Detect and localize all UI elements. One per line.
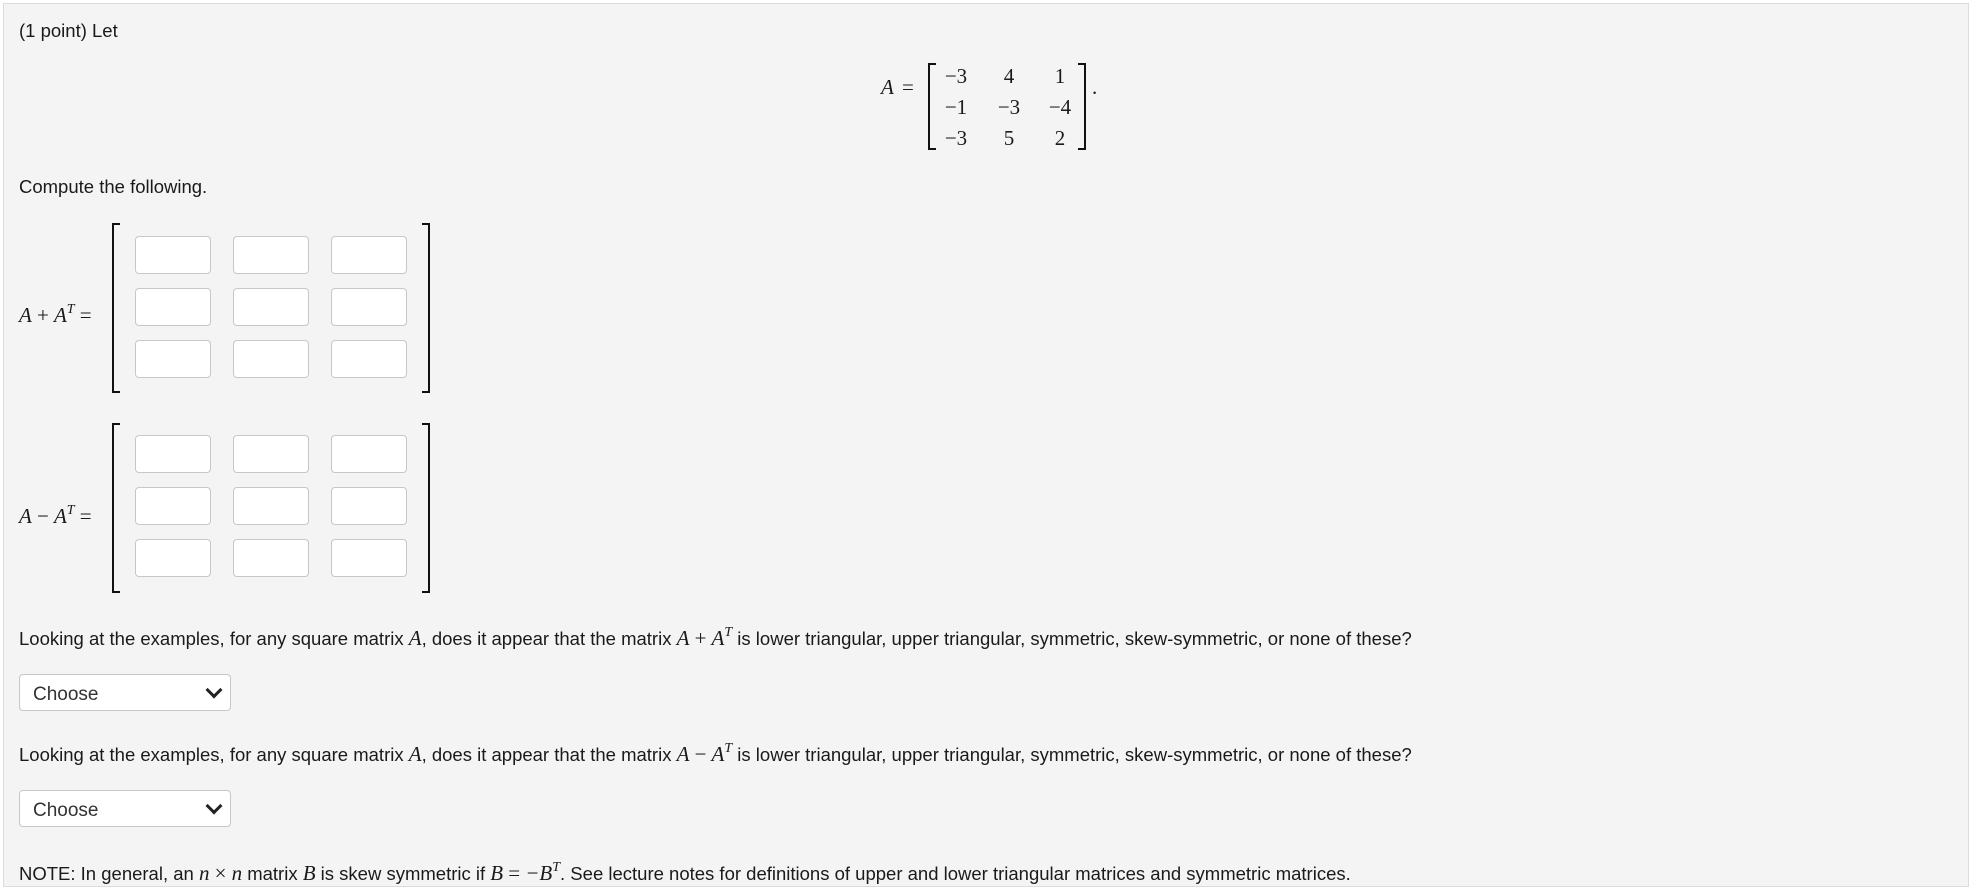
answer-right-bracket — [422, 223, 430, 393]
math-var: A — [408, 742, 422, 767]
lhs-var: A — [19, 303, 32, 328]
math-operator: − — [694, 742, 707, 767]
transpose-superscript: T — [66, 302, 75, 317]
question-1-text — [19, 624, 1412, 650]
diff-entry-r3c3[interactable] — [331, 539, 407, 577]
question-2-select[interactable] — [19, 790, 231, 827]
diff-matrix-lhs — [19, 502, 92, 528]
transpose-superscript: T — [724, 625, 733, 640]
question-text: is lower triangular, upper triangular, symmetric, skew-symmetric, or none of these? — [732, 744, 1412, 766]
matrix-cell: −3 — [944, 126, 968, 150]
matrix-cell: −3 — [944, 64, 968, 88]
lhs-var: A — [53, 504, 67, 529]
problem-intro: (1 point) Let — [19, 20, 118, 41]
lhs-equals: = — [79, 303, 92, 328]
diff-entry-r1c3[interactable] — [331, 435, 407, 473]
transpose-superscript: T — [724, 741, 733, 756]
sum-entry-r2c3[interactable] — [331, 288, 407, 326]
sum-entry-r2c1[interactable] — [135, 288, 211, 326]
sum-entry-r1c3[interactable] — [331, 236, 407, 274]
matrix-cell: −3 — [997, 95, 1021, 119]
matrix-cell: −1 — [944, 95, 968, 119]
math-operator: + — [694, 626, 707, 651]
note-text — [19, 859, 1351, 885]
lhs-operator: + — [36, 303, 49, 328]
answer-left-bracket — [112, 423, 120, 593]
answer-left-bracket — [112, 223, 120, 393]
sum-entry-r2c2[interactable] — [233, 288, 309, 326]
diff-entry-r1c1[interactable] — [135, 435, 211, 473]
diff-entry-r3c1[interactable] — [135, 539, 211, 577]
matrix-equals: = — [902, 75, 914, 99]
math-operator: × — [214, 861, 227, 886]
transpose-superscript: T — [552, 860, 561, 875]
math-var: A — [676, 742, 690, 767]
answer-right-bracket — [422, 423, 430, 593]
problem-panel — [3, 3, 1969, 887]
math-var: B — [302, 861, 316, 886]
note-fragment: is skew symmetric if — [315, 863, 491, 885]
math-var: A — [711, 626, 725, 651]
math-var: −B — [525, 861, 553, 886]
lhs-operator: − — [36, 504, 49, 529]
question-text: , does it appear that the matrix — [421, 628, 677, 650]
lhs-equals: = — [79, 504, 92, 529]
math-var: B — [490, 861, 504, 886]
lhs-var: A — [19, 504, 32, 529]
question-text: is lower triangular, upper triangular, symmetric, skew-symmetric, or none of these? — [732, 628, 1412, 650]
sum-entry-r3c1[interactable] — [135, 340, 211, 378]
sum-entry-r3c2[interactable] — [233, 340, 309, 378]
diff-entry-r2c2[interactable] — [233, 487, 309, 525]
matrix-trailing-period: . — [1092, 75, 1098, 99]
compute-label: Compute the following. — [19, 176, 208, 197]
sum-matrix-lhs — [19, 301, 92, 327]
matrix-name: A — [881, 75, 894, 99]
matrix-cell: 2 — [1054, 126, 1066, 150]
lhs-var: A — [53, 303, 67, 328]
matrix-cell: 5 — [1003, 126, 1015, 150]
math-operator: = — [508, 861, 521, 886]
diff-entry-r1c2[interactable] — [233, 435, 309, 473]
note-fragment: . See lecture notes for definitions of upper and lower triangular matrices and symmetric matrices. — [560, 863, 1351, 885]
math-var: n — [231, 861, 243, 886]
math-var: n — [198, 861, 210, 886]
question-text: Looking at the examples, for any square matrix — [19, 628, 409, 650]
matrix-cell: 1 — [1054, 64, 1066, 88]
matrix-cell: 4 — [1003, 64, 1015, 88]
math-var: A — [408, 626, 422, 651]
question-2-text — [19, 740, 1412, 766]
sum-entry-r1c2[interactable] — [233, 236, 309, 274]
diff-entry-r3c2[interactable] — [233, 539, 309, 577]
diff-entry-r2c3[interactable] — [331, 487, 407, 525]
sum-entry-r1c1[interactable] — [135, 236, 211, 274]
diff-entry-r2c1[interactable] — [135, 487, 211, 525]
note-fragment: matrix — [242, 863, 303, 885]
note-fragment: NOTE: In general, an — [19, 863, 199, 885]
transpose-superscript: T — [66, 503, 75, 518]
question-text: , does it appear that the matrix — [421, 744, 677, 766]
math-var: A — [676, 626, 690, 651]
math-var: A — [711, 742, 725, 767]
sum-entry-r3c3[interactable] — [331, 340, 407, 378]
matrix-cell: −4 — [1048, 95, 1072, 119]
question-1-select[interactable] — [19, 674, 231, 711]
question-text: Looking at the examples, for any square matrix — [19, 744, 409, 766]
